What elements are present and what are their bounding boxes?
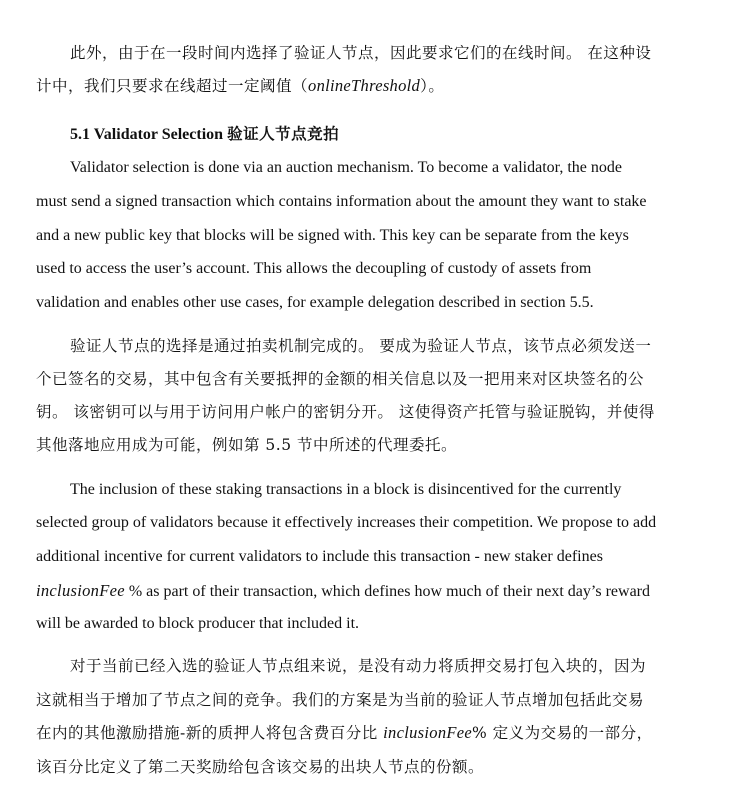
paragraph-1-line-2 [36,76,444,96]
paragraph-2-line-3: and a new public key that blocks will be signed with. This key can be separate from the keys [36,227,629,244]
paragraph-5-line-2: 这就相当于增加了节点之间的竞争。我们的方案是为当前的验证人节点增加包括此交易 [36,691,645,709]
paragraph-4-line-4 [36,581,650,602]
paragraph-4-line-3: additional incentive for current validators to include this transaction - new staker defines [36,548,603,565]
paragraph-1-line-2-end: ）。 [420,77,445,95]
paragraph-2-line-1: Validator selection is done via an auction mechanism. To become a validator, the node [70,159,622,176]
online-threshold-math: onlineThreshold [308,76,421,95]
paragraph-5-line-1: 对于当前已经入选的验证人节点组来说，是没有动力将质押交易打包入块的，因为 [70,657,647,675]
paragraph-4-line-1: The inclusion of these staking transactions in a block is disincentived for the currently [70,481,622,498]
inclusion-fee-math: inclusionFee [36,581,125,600]
paragraph-4-line-5: will be awarded to block producer that included it. [36,615,360,632]
inclusion-fee-math-zh: inclusionFee [383,723,472,742]
paragraph-2-line-2: must send a signed transaction which contains information about the amount they want to stake [36,193,647,210]
paragraph-3-line-4: 其他落地应用成为可能，例如第 5.5 节中所述的代理委托。 [36,436,458,454]
section-title-zh: 验证人节点竞拍 [227,124,340,143]
paragraph-5-line-4: 该百分比定义了第二天奖励给包含该交易的出块人节点的份额。 [36,758,485,776]
paragraph-2-line-4: used to access the user’s account. This allows the decoupling of custody of assets from [36,260,592,277]
paragraph-3-line-1: 验证人节点的选择是通过拍卖机制完成的。 要成为验证人节点，该节点必须发送一 [70,337,652,355]
paragraph-4-line-4-text: % as part of their transaction, which defines how much of their next day’s reward [124,583,650,600]
paragraph-5-line-3-text: 在内的其他激励措施-新的质押人将包含费百分比 [36,724,384,742]
section-number: 5.1 [70,126,90,143]
paragraph-4-line-2: selected group of validators because it effectively increases their competition. We propose to add [36,514,657,531]
paragraph-3-line-2: 个已签名的交易，其中包含有关要抵押的金额的相关信息以及一把用来对区块签名的公 [36,370,645,388]
paragraph-1-line-2-text: 计中，我们只要求在线超过一定阈值（ [36,77,309,95]
paragraph-5-line-3 [36,723,653,743]
section-title-en: Validator Selection [93,126,224,143]
paragraph-1-line-1: 此外，由于在一段时间内选择了验证人节点，因此要求它们的在线时间。 在这种设 [70,44,652,62]
section-heading [70,124,339,145]
paragraph-5-line-3-end: % 定义为交易的一部分， [472,724,653,742]
paragraph-3-line-3: 钥。 该密钥可以与用于访问用户帐户的密钥分开。 这使得资产托管与验证脱钩，并使得 [36,403,655,421]
paragraph-2-line-5: validation and enables other use cases, for example delegation described in section 5.5. [36,294,594,311]
